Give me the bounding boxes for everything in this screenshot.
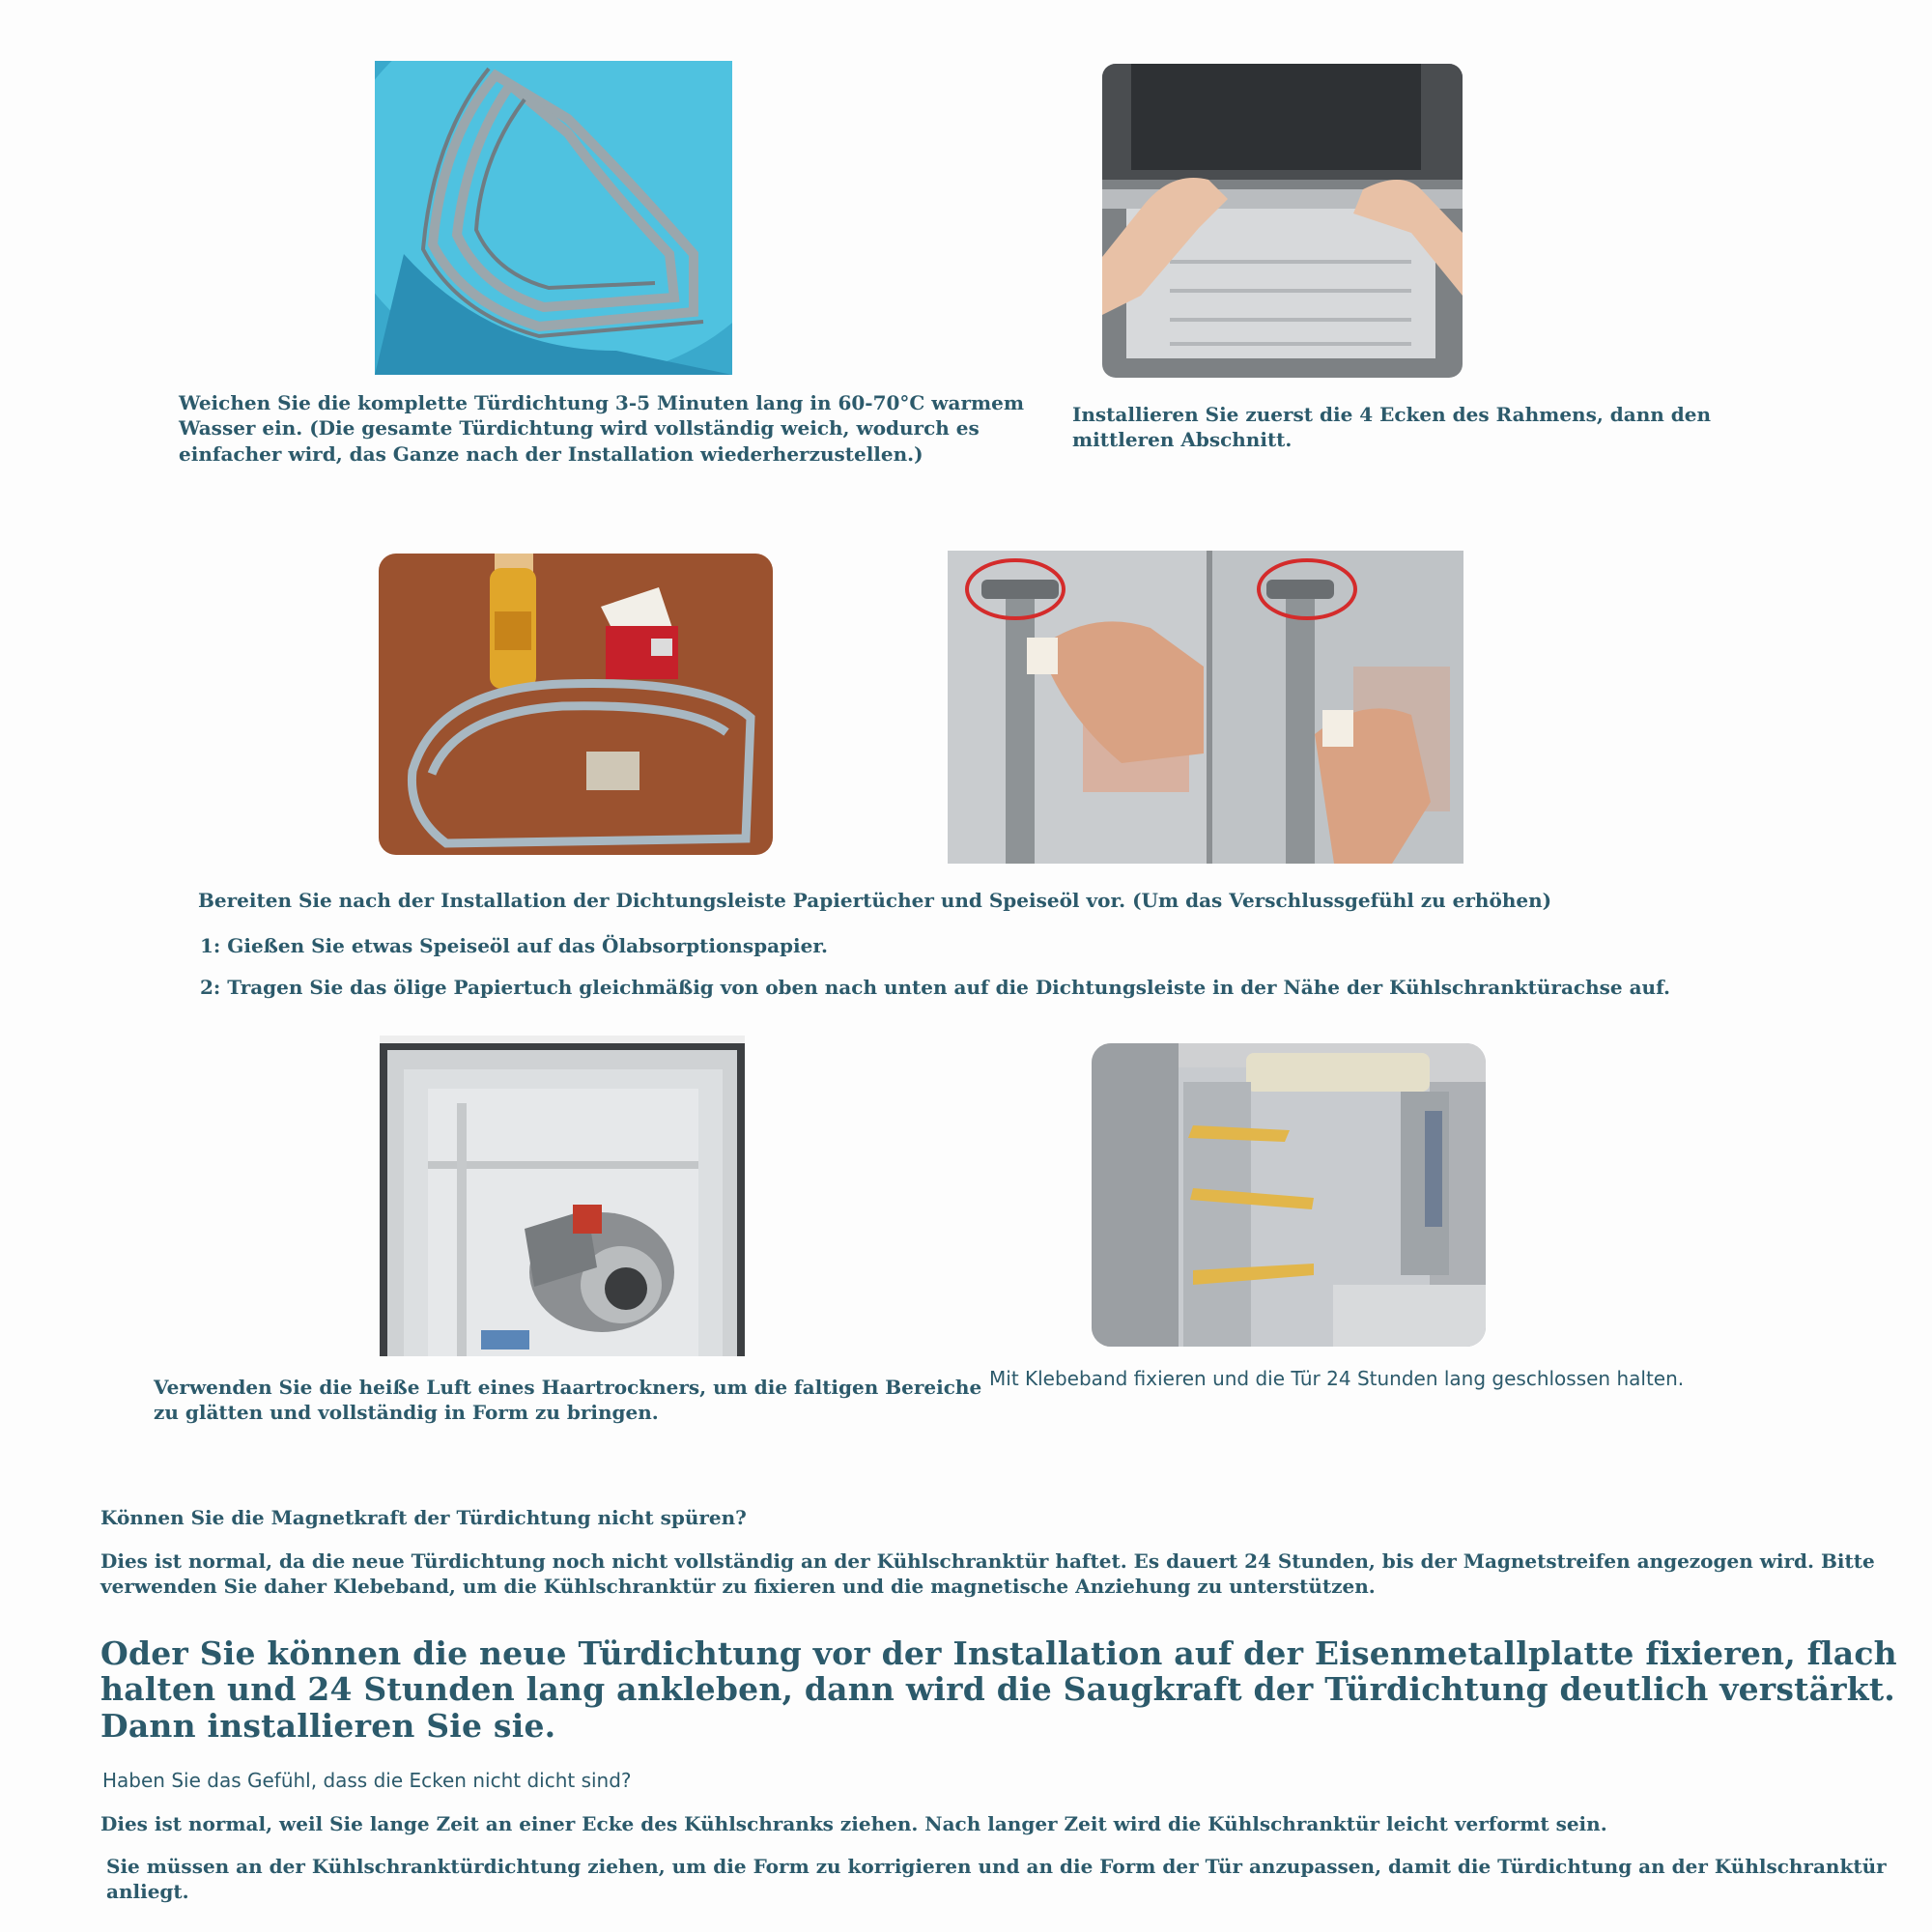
corner-answer: Dies ist normal, weil Sie lange Zeit an einer Ecke des Kühlschranks ziehen. Nach langer Zeit wird die Kühlschranktür leicht verformt sein.: [100, 1812, 1607, 1835]
tape-fixing-photo: [1092, 1043, 1486, 1347]
soak-gasket-photo: [375, 61, 732, 375]
install-corners-photo: [1102, 64, 1463, 378]
apply-oil-photo: [948, 551, 1463, 864]
oil-intro: Bereiten Sie nach der Installation der Dichtungsleiste Papiertücher und Speiseöl vor. (Um das Verschlussgefühl zu erhöhen): [198, 889, 1552, 912]
step1-caption: Weichen Sie die komplette Türdichtung 3-5 Minuten lang in 60-70°C warmem Wasser ein. (Die gesamte Türdichtung wird vollständig weich, wodurch es einfacher wird, das Ganze nach der Installation wiederherzustellen.): [179, 391, 1025, 466]
step2-caption: Installieren Sie zuerst die 4 Ecken des Rahmens, dann den mittleren Abschnitt.: [1072, 403, 1712, 452]
oil-step-2: 2: Tragen Sie das ölige Papiertuch gleichmäßig von oben nach unten auf die Dichtungsleiste in der Nähe der Kühlschranktürachse auf.: [200, 976, 1670, 999]
magnet-answer: Dies ist normal, da die neue Türdichtung noch nicht vollständig an der Kühlschranktür haftet. Es dauert 24 Stunden, bis der Magnetstreifen angezogen wird. Bitte verwenden Sie daher Klebeband, um die Kühlschranktür zu fixieren und die magnetische Anziehung zu unterstützen.: [100, 1549, 1875, 1599]
hairdryer-photo: [380, 1036, 745, 1356]
corner-question: Haben Sie das Gefühl, dass die Ecken nicht dicht sind?: [102, 1769, 632, 1792]
oil-step-1: 1: Gießen Sie etwas Speiseöl auf das Ölabsorptionspapier.: [200, 934, 829, 957]
step5-caption: Verwenden Sie die heiße Luft eines Haartrockners, um die faltigen Bereiche zu glätten und vollständig in Form zu bringen.: [154, 1376, 982, 1425]
corner-fix: Sie müssen an der Kühlschranktürdichtung ziehen, um die Form zu korrigieren und an die Form der Tür anzupassen, damit die Türdichtung an der Kühlschranktür anliegt.: [106, 1855, 1887, 1904]
magnet-question: Können Sie die Magnetkraft der Türdichtung nicht spüren?: [100, 1506, 747, 1529]
step6-caption: Mit Klebeband fixieren und die Tür 24 Stunden lang geschlossen halten.: [989, 1367, 1685, 1390]
oil-supplies-photo: [379, 554, 773, 855]
magnet-tip: Oder Sie können die neue Türdichtung vor der Installation auf der Eisenmetallplatte fixieren, flach halten und 24 Stunden lang ankleben, dann wird die Saugkraft der Türdichtung deutlich verstärkt. Dann installieren Sie sie.: [100, 1634, 1897, 1745]
